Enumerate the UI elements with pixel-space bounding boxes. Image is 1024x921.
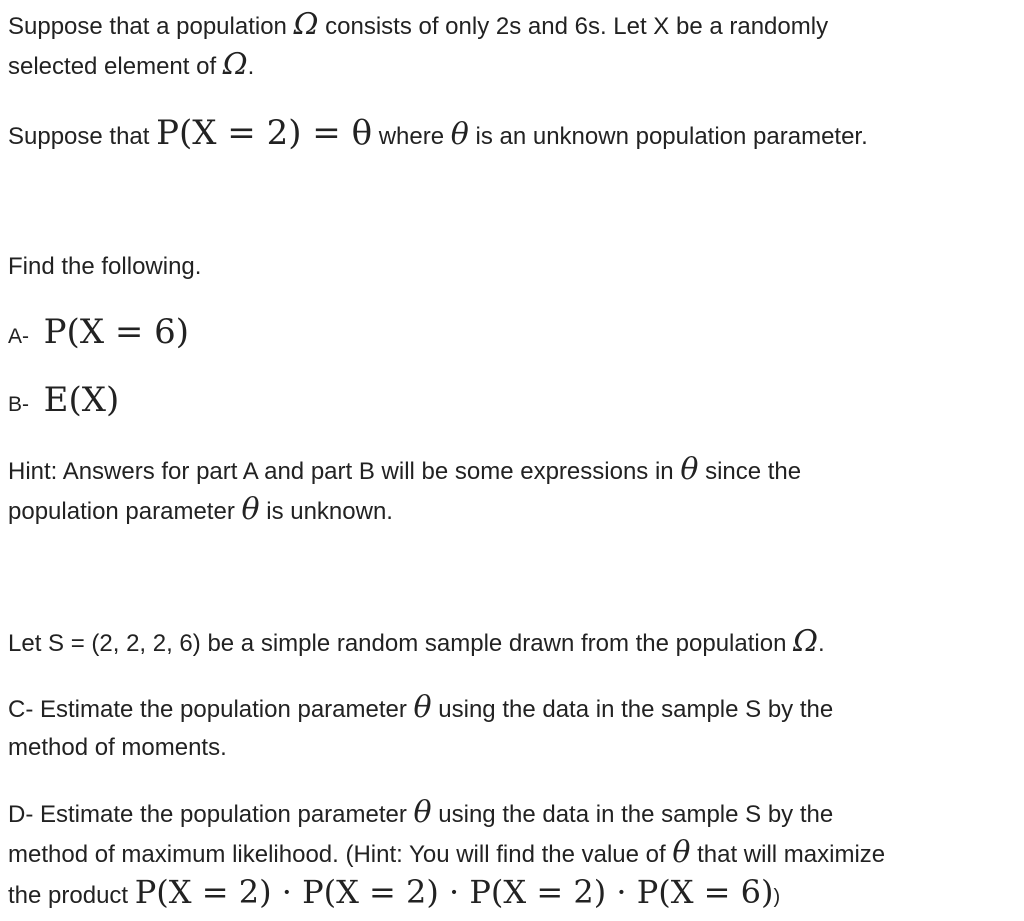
- part-c-line-2: method of moments.: [8, 734, 227, 761]
- theta-symbol: θ: [413, 690, 432, 725]
- hint-line-2: [8, 492, 393, 527]
- sample-period: .: [817, 630, 825, 657]
- part-c-text-1b: using the data in the sample S by the: [438, 696, 834, 723]
- theta-symbol: θ: [450, 117, 469, 152]
- theta-symbol: θ: [680, 452, 699, 487]
- intro-text-1a: Suppose that a population: [8, 13, 287, 40]
- sample-text: Let S = (2, 2, 2, 6) be a simple random sample drawn from the population: [8, 630, 787, 657]
- intro-period: .: [247, 53, 255, 80]
- omega-symbol: Ω: [793, 624, 818, 659]
- theta-symbol: θ: [413, 795, 432, 830]
- param-expression: P(X = 2) = θ: [156, 113, 373, 153]
- part-c-line-1: [8, 690, 834, 725]
- omega-symbol: Ω: [222, 47, 248, 82]
- part-a-expression: P(X = 6): [43, 312, 190, 352]
- intro-text-1b: consists of only 2s and 6s. Let X be a randomly: [325, 13, 829, 40]
- part-d-line-1: [8, 795, 834, 830]
- hint-text-2b: is unknown.: [266, 498, 393, 525]
- part-d-text-2b: that will maximize: [697, 841, 886, 868]
- part-b-label: B-: [8, 393, 29, 416]
- part-a-label: A-: [8, 325, 29, 348]
- part-d-line-3: [8, 872, 780, 917]
- product-expression: P(X = 2) · P(X = 2) · P(X = 2) · P(X = 6): [134, 873, 774, 911]
- hint-line-1: [8, 452, 802, 487]
- hint-text-2a: population parameter: [8, 498, 235, 525]
- find-title: Find the following.: [8, 253, 202, 280]
- sample-line: [8, 624, 825, 659]
- part-b-line: [8, 380, 119, 425]
- theta-symbol: θ: [241, 492, 260, 527]
- part-b-expression: E(X): [43, 380, 120, 420]
- param-line: [8, 115, 868, 155]
- omega-symbol: Ω: [293, 7, 319, 42]
- hint-text-1a: Hint: Answers for part A and part B will be some expressions in: [8, 458, 674, 485]
- part-d-line-2: [8, 835, 886, 870]
- param-lead: Suppose that: [8, 123, 150, 150]
- theta-symbol: θ: [672, 835, 691, 870]
- param-where: where: [378, 123, 445, 150]
- part-d-text-1a: D- Estimate the population parameter: [8, 801, 407, 828]
- part-d-text-1b: using the data in the sample S by the: [438, 801, 834, 828]
- part-d-text-3a: the product: [8, 882, 129, 909]
- intro-text-2a: selected element of: [8, 53, 217, 80]
- intro-line-2: [8, 47, 255, 82]
- part-d-text-2a: method of maximum likelihood. (Hint: You will find the value of: [8, 841, 666, 868]
- closing-paren: ): [773, 886, 781, 908]
- param-tail: is an unknown population parameter.: [475, 123, 868, 150]
- hint-text-1b: since the: [705, 458, 802, 485]
- intro-line-1: [8, 7, 829, 42]
- part-a-line: [8, 312, 189, 357]
- part-c-text-1a: C- Estimate the population parameter: [8, 696, 407, 723]
